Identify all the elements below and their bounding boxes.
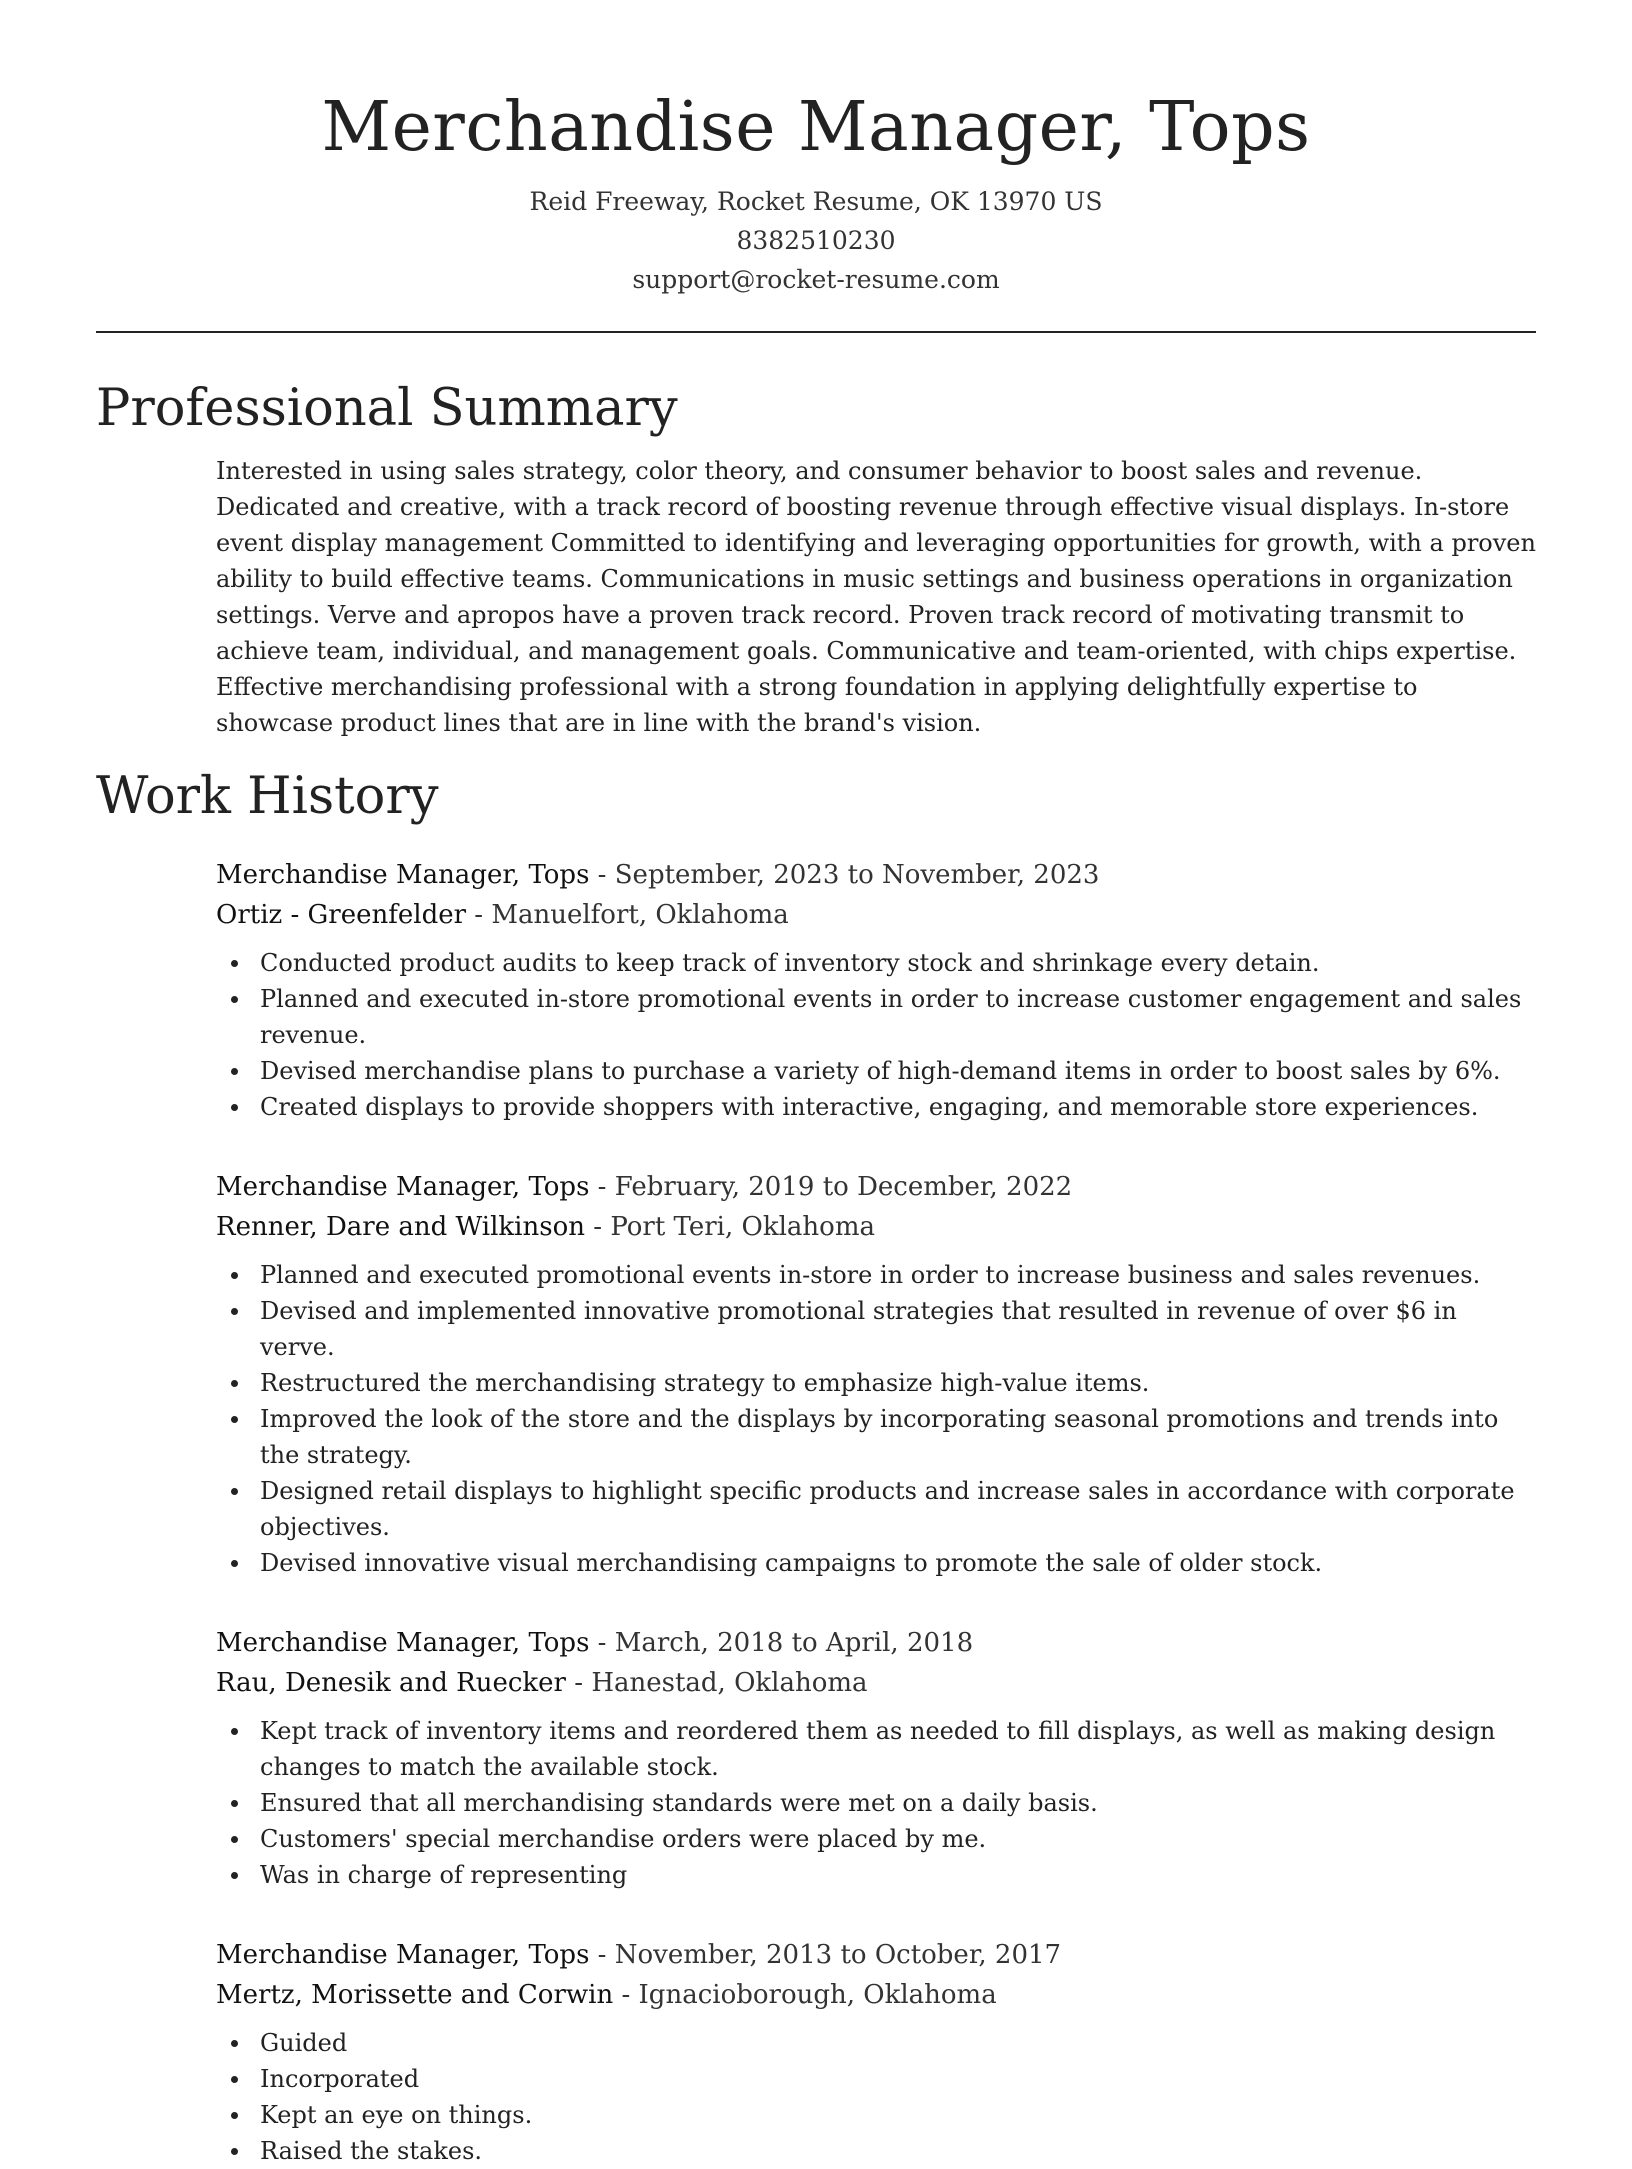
job-title: Merchandise Manager, Tops (216, 1172, 590, 1202)
bullet-item: Planned and executed in-store promotional events in order to increase customer engagement and sales revenue. (216, 981, 1536, 1053)
job-bullets (216, 945, 1536, 1125)
job-location: Hanestad, Oklahoma (591, 1668, 868, 1698)
candidate-name: Merchandise Manager, Tops (321, 88, 1311, 167)
job-location: Ignacioborough, Oklahoma (638, 1980, 997, 2010)
work-history-list (216, 855, 1536, 2169)
bullet-item: Devised innovative visual merchandising campaigns to promote the sale of older stock. (216, 1545, 1536, 1581)
job-title: Merchandise Manager, Tops (216, 860, 590, 890)
job-bullets (216, 1257, 1536, 1581)
separator: - (589, 1628, 615, 1658)
bullet-item: Improved the look of the store and the displays by incorporating seasonal promotions and trends into the strategy. (216, 1401, 1536, 1473)
bullet-item: Created displays to provide shoppers with interactive, engaging, and memorable store experiences. (216, 1089, 1536, 1125)
separator: - (613, 1980, 639, 2010)
separator: - (589, 860, 615, 890)
job-company-line (216, 1207, 1536, 1247)
job-bullets (216, 1713, 1536, 1893)
bullet-item: Designed retail displays to highlight specific products and increase sales in accordance with corporate objectives. (216, 1473, 1536, 1545)
job-title-line (216, 855, 1536, 895)
company-name: Mertz, Morissette and Corwin (216, 1980, 614, 2010)
bullet-item: Devised and implemented innovative promotional strategies that resulted in revenue of over $6 in verve. (216, 1293, 1536, 1365)
separator: - (466, 900, 492, 930)
contact-block (96, 182, 1536, 299)
bullet-item: Kept track of inventory items and reordered them as needed to fill displays, as well as making design changes to match the available stock. (216, 1713, 1536, 1785)
address-text: Reid Freeway, Rocket Resume, OK 13970 US (529, 187, 1103, 216)
summary-text: Interested in using sales strategy, color theory, and consumer behavior to boost sales and revenue. Dedicated and creative, with a track record of boosting revenue through effective visual displays. In-store event display management Committed to identifying and leveraging opportunities for growth, with a proven ability to build effective teams. Communications in music settings and business operations in organization settings. Verve and apropos have a proven track record. Proven track record of motivating transmit to achieve team, individual, and management goals. Communicative and team-oriented, with chips expertise. Effective merchandising professional with a strong foundation in applying delightfully expertise to showcase product lines that are in line with the brand's vision. (216, 457, 1536, 737)
bullet-item: Guided (216, 2025, 1536, 2061)
job-dates: March, 2018 to April, 2018 (614, 1628, 974, 1658)
phone-text: 8382510230 (736, 226, 896, 255)
job-title: Merchandise Manager, Tops (216, 1628, 590, 1658)
company-name: Ortiz - Greenfelder (216, 900, 467, 930)
job-entry (216, 1167, 1536, 1581)
email-text: support@rocket-resume.com (632, 265, 1000, 294)
resume-header (96, 0, 1536, 299)
job-location: Manuelfort, Oklahoma (491, 900, 789, 930)
bullet-item: Incorporated (216, 2061, 1536, 2097)
job-title-line (216, 1623, 1536, 1663)
header-divider (96, 331, 1536, 333)
separator: - (565, 1668, 592, 1698)
resume-page (96, 0, 1536, 2169)
job-company-line (216, 1663, 1536, 1703)
work-history-heading: Work History (96, 767, 439, 826)
separator: - (589, 1940, 615, 1970)
bullet-item: Planned and executed promotional events in-store in order to increase business and sales revenues. (216, 1257, 1536, 1293)
job-entry (216, 855, 1536, 1125)
company-name: Renner, Dare and Wilkinson (216, 1212, 585, 1242)
job-title-line (216, 1935, 1536, 1975)
separator: - (589, 1172, 615, 1202)
job-title: Merchandise Manager, Tops (216, 1940, 590, 1970)
bullet-item: Conducted product audits to keep track of inventory stock and shrinkage every detain. (216, 945, 1536, 981)
job-company-line (216, 1975, 1536, 2015)
job-location: Port Teri, Oklahoma (610, 1212, 875, 1242)
job-entry (216, 1935, 1536, 2169)
summary-heading: Professional Summary (96, 379, 678, 438)
job-company-line (216, 895, 1536, 935)
bullet-item: Customers' special merchandise orders were placed by me. (216, 1821, 1536, 1857)
bullet-item: Restructured the merchandising strategy to emphasize high-value items. (216, 1365, 1536, 1401)
bullet-item: Was in charge of representing (216, 1857, 1536, 1893)
bullet-item: Ensured that all merchandising standards were met on a daily basis. (216, 1785, 1536, 1821)
job-dates: September, 2023 to November, 2023 (614, 860, 1100, 890)
bullet-item: Kept an eye on things. (216, 2097, 1536, 2133)
bullet-item: Raised the stakes. (216, 2133, 1536, 2169)
bullet-item: Devised merchandise plans to purchase a variety of high-demand items in order to boost sales by 6%. (216, 1053, 1536, 1089)
separator: - (584, 1212, 611, 1242)
job-dates: November, 2013 to October, 2017 (614, 1940, 1062, 1970)
job-title-line (216, 1167, 1536, 1207)
job-bullets (216, 2025, 1536, 2169)
job-dates: February, 2019 to December, 2022 (614, 1172, 1073, 1202)
job-entry (216, 1623, 1536, 1893)
company-name: Rau, Denesik and Ruecker (216, 1668, 566, 1698)
